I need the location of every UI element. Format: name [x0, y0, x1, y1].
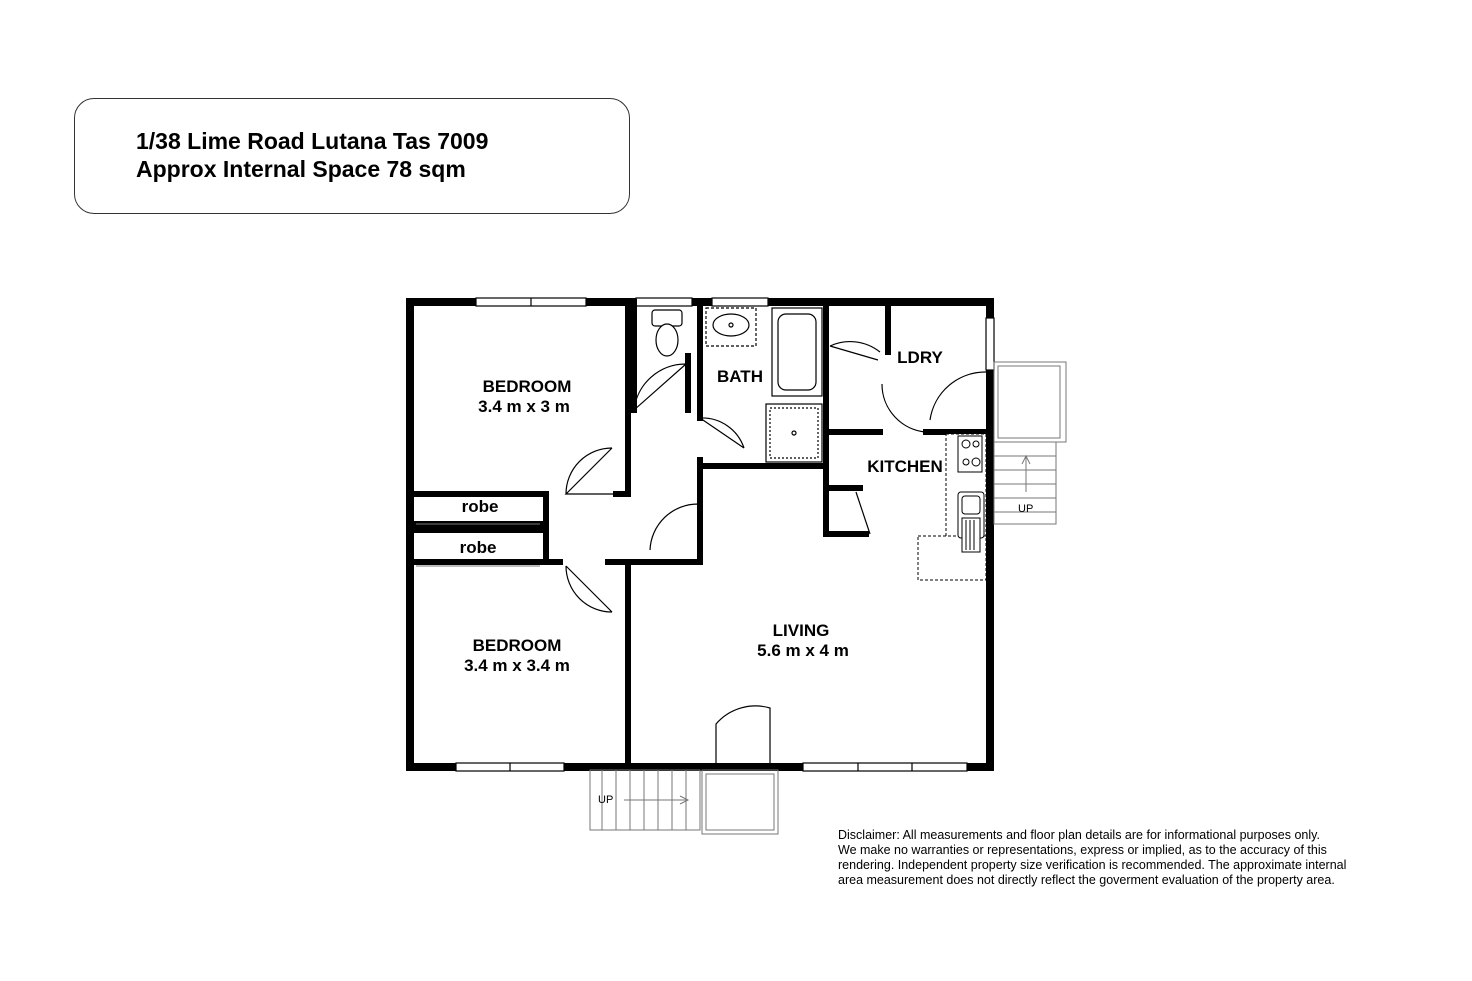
- interior-walls: [410, 302, 988, 767]
- bedroom1-label: BEDROOM: [482, 377, 572, 396]
- robe2-label: robe: [459, 538, 497, 557]
- basin-fixture: [706, 308, 756, 346]
- stairs-east-label: UP: [1018, 503, 1034, 515]
- stairs-south: [590, 770, 778, 834]
- disclaimer-text: Disclaimer: All measurements and floor plan details are for informational purposes only. We make no warranties or representations, express or implied, as to the accuracy of this rendering. Independent property size verification is recommended. The approximate internal area measurement does not directly reflect the goverment evaluation of the property area.: [838, 828, 1347, 887]
- internal-area: Approx Internal Space 78 sqm: [136, 156, 466, 182]
- toilet-fixture: [652, 310, 682, 356]
- robe1-label: robe: [461, 497, 499, 516]
- stairs-east: [994, 362, 1066, 524]
- bedroom2-label: BEDROOM: [472, 636, 562, 655]
- shower-fixture: [766, 404, 822, 462]
- bedroom1-dims: 3.4 m x 3 m: [478, 397, 570, 416]
- living-label: LIVING: [772, 621, 830, 640]
- property-address: 1/38 Lime Road Lutana Tas 7009: [136, 128, 489, 154]
- kitchen-bench: [918, 434, 986, 580]
- bathtub-fixture: [772, 308, 822, 396]
- bedroom2-dims: 3.4 m x 3.4 m: [464, 656, 570, 675]
- laundry-label: LDRY: [897, 348, 943, 367]
- stairs-south-label: UP: [598, 794, 614, 806]
- bath-label: BATH: [717, 367, 763, 386]
- living-dims: 5.6 m x 4 m: [757, 641, 849, 660]
- kitchen-label: KITCHEN: [867, 457, 943, 476]
